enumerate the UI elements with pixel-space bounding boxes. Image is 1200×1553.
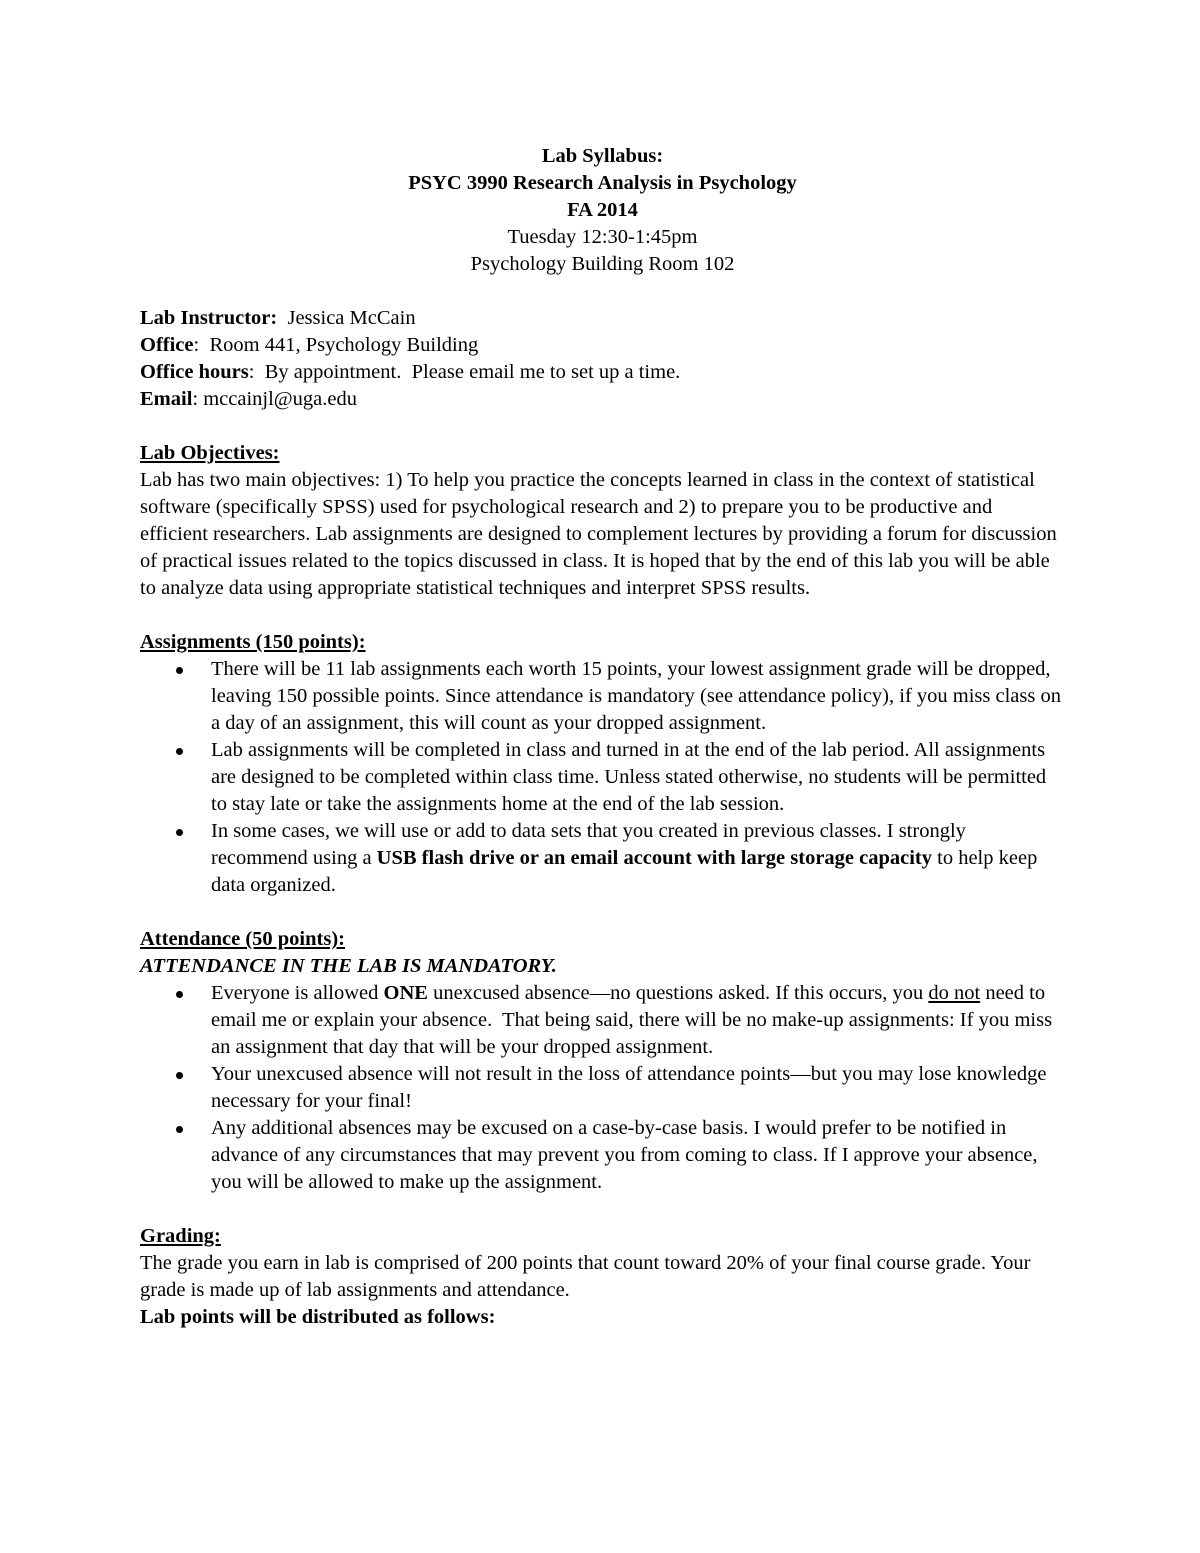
course-title: PSYC 3990 Research Analysis in Psychology bbox=[408, 172, 797, 194]
bullet-icon bbox=[176, 1126, 183, 1133]
objectives-text: Lab has two main objectives: 1) To help you practice the concepts learned in class in the context of statistical software (specifically SPSS) used for psychological research and 2) to prepare you to be productive and efficient researchers. Lab assignments are designed to complement lectures by providing a forum for discussion of practical issues related to the topics discussed in class. It is hoped that by the end of this lab you will be able to analyze data using appropriate statistical techniques and interpret SPSS results. bbox=[140, 469, 1057, 599]
email-label: Email bbox=[140, 388, 193, 410]
instructor-label: Lab Instructor: bbox=[140, 307, 278, 329]
syllabus-page bbox=[140, 143, 1065, 1331]
assignments-section bbox=[140, 629, 1065, 899]
email-line bbox=[140, 386, 1065, 413]
list-item: Your unexcused absence will not result in the loss of attendance points—but you may lose knowledge necessary for your final! bbox=[140, 1061, 1065, 1115]
office-label: Office bbox=[140, 334, 194, 356]
objectives-section bbox=[140, 440, 1065, 602]
office-hours-line bbox=[140, 359, 1065, 386]
list-item: Lab assignments will be completed in class and turned in at the end of the lab period. All assignments are designed to be completed within class time. Unless stated otherwise, no students will be permitted to stay late or take the assignments home at the end of the lab session. bbox=[140, 737, 1065, 818]
bullet-icon bbox=[176, 1072, 183, 1079]
bullet-icon bbox=[176, 748, 183, 755]
office-line bbox=[140, 332, 1065, 359]
term: FA 2014 bbox=[567, 199, 638, 221]
points-distribution-heading: Lab points will be distributed as follows: bbox=[140, 1306, 496, 1328]
attendance-mandatory: ATTENDANCE IN THE LAB IS MANDATORY. bbox=[140, 955, 557, 977]
list-item: Any additional absences may be excused on a case-by-case basis. I would prefer to be notified in advance of any circumstances that may prevent you from coming to class. If I approve your absence, you will be allowed to make up the assignment. bbox=[140, 1115, 1065, 1196]
bullet-icon bbox=[176, 991, 183, 998]
meeting-location: Psychology Building Room 102 bbox=[470, 253, 735, 275]
office-hours-value: : By appointment. Please email me to set up a time. bbox=[248, 361, 681, 383]
bullet-icon bbox=[176, 667, 183, 674]
office-hours-label: Office hours bbox=[140, 361, 249, 383]
list-item: Everyone is allowed ONE unexcused absence—no questions asked. If this occurs, you do not need to email me or explain your absence. That being said, there will be no make-up assignments: If you miss an assignment that day that will be your dropped assignment. bbox=[140, 980, 1065, 1061]
meeting-time: Tuesday 12:30-1:45pm bbox=[507, 226, 698, 248]
email-value: : mccainjl@uga.edu bbox=[192, 388, 358, 410]
doc-title: Lab Syllabus: bbox=[541, 145, 664, 167]
document-header bbox=[140, 143, 1065, 278]
office-value: : Room 441, Psychology Building bbox=[193, 334, 479, 356]
bullet-icon bbox=[176, 829, 183, 836]
attendance-heading: Attendance (50 points): bbox=[140, 928, 345, 950]
attendance-list bbox=[140, 980, 1065, 1196]
grading-section bbox=[140, 1223, 1065, 1331]
objectives-heading: Lab Objectives: bbox=[140, 442, 280, 464]
instructor-line bbox=[140, 305, 1065, 332]
attendance-section bbox=[140, 926, 1065, 1196]
list-item: In some cases, we will use or add to data sets that you created in previous classes. I strongly recommend using a USB flash drive or an email account with large storage capacity to help keep data organized. bbox=[140, 818, 1065, 899]
assignments-heading: Assignments (150 points): bbox=[140, 631, 366, 653]
grading-heading: Grading: bbox=[140, 1225, 221, 1247]
list-item: There will be 11 lab assignments each worth 15 points, your lowest assignment grade will be dropped, leaving 150 possible points. Since attendance is mandatory (see attendance policy), if you miss class on a day of an assignment, this will count as your dropped assignment. bbox=[140, 656, 1065, 737]
instructor-name: Jessica McCain bbox=[277, 307, 416, 329]
contact-info bbox=[140, 305, 1065, 413]
assignments-list bbox=[140, 656, 1065, 899]
grading-text: The grade you earn in lab is comprised of 200 points that count toward 20% of your final course grade. Your grade is made up of lab assignments and attendance. bbox=[140, 1252, 1031, 1301]
